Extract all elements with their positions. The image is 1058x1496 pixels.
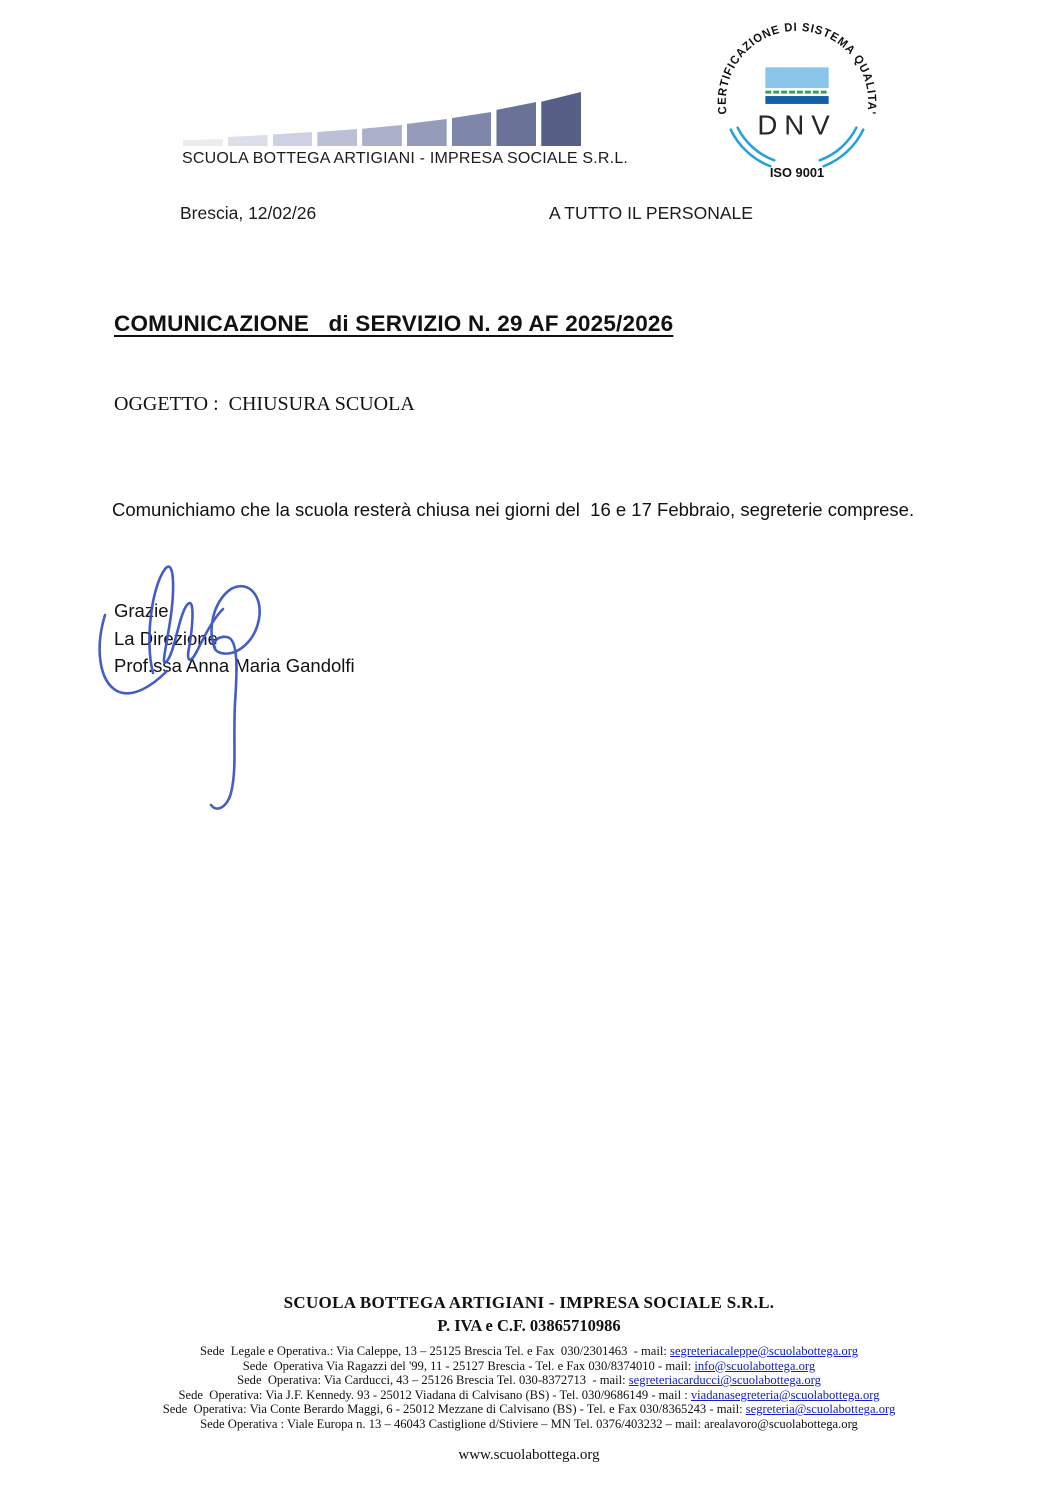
subject-line: OGGETTO : CHIUSURA SCUOLA (114, 393, 415, 415)
dnv-brand-text: DNV (757, 109, 837, 141)
email-link-carducci[interactable]: segreteriacarducci@scuolabottega.org (628, 1373, 821, 1388)
dnv-circle-text: CERTIFICAZIONE DI SISTEMA QUALITA' (714, 19, 880, 116)
logo-bar (273, 132, 313, 146)
footer-address-line (0, 1402, 1058, 1417)
footer-website: www.scuolabottega.org (458, 1447, 600, 1463)
address-text: Sede Operativa: Via Conte Berardo Maggi, 6 - 25012 Mezzane di Calvisano (BS) - Tel. e Fax 030/8365243 - mail: (162, 1402, 746, 1417)
logo-bar (407, 119, 447, 146)
logo-bar (183, 139, 223, 146)
footer-address-line (0, 1417, 1058, 1432)
footer-address-line (0, 1359, 1058, 1374)
footer-addresses (0, 1344, 1058, 1432)
handwritten-signature-icon (95, 553, 295, 823)
signature-thanks: Grazie (114, 600, 169, 621)
dnv-flag-lightblue (765, 67, 828, 88)
signature-name: Prof.ssa Anna Maria Gandolfi (114, 655, 355, 676)
address-text: Sede Legale e Operativa.: Via Caleppe, 13 – 25125 Brescia Tel. e Fax 030/2301463 - mail: (200, 1344, 671, 1358)
logo-bar (541, 92, 581, 146)
dnv-flag-darkblue (765, 96, 828, 104)
footer-address-line (0, 1344, 1058, 1359)
address-text: Sede Operativa : Viale Europa n. 13 – 46043 Castiglione d/Stiviere – MN Tel. 0376/403232 – mail: (200, 1416, 705, 1431)
logo-bar (362, 125, 402, 146)
footer-vat-line: P. IVA e C.F. 03865710986 (437, 1316, 621, 1335)
email-link-info[interactable]: info@scuolabottega.org (694, 1358, 816, 1373)
signature-role: La Direzione (114, 627, 218, 649)
dnv-iso-text: ISO 9001 (769, 165, 825, 181)
footer-address-line (0, 1388, 1058, 1403)
logo-bar (228, 135, 268, 146)
recipient-line: A TUTTO IL PERSONALE (549, 203, 753, 223)
signature-block (114, 597, 355, 680)
company-logo-caption: SCUOLA BOTTEGA ARTIGIANI - IMPRESA SOCIALE S.R.L. (182, 150, 629, 167)
footer-company-name: SCUOLA BOTTEGA ARTIGIANI - IMPRESA SOCIALE S.R.L. (283, 1293, 775, 1312)
footer (0, 1293, 1058, 1432)
email-link-segreteria[interactable]: segreteria@scuolabottega.org (745, 1402, 896, 1417)
address-text: Sede Operativa Via Ragazzi del '99, 11 - 25127 Brescia - Tel. e Fax 030/8374010 - mail: (242, 1358, 695, 1373)
address-text: Sede Operativa: Via Carducci, 43 – 25126 Brescia Tel. 030-8372713 - mail: (237, 1373, 629, 1388)
footer-address-line (0, 1373, 1058, 1388)
company-logo-bars-icon (183, 86, 581, 146)
dnv-iso9001-badge-icon (708, 12, 886, 186)
place-date: Brescia, 12/02/26 (180, 203, 317, 223)
document-title: COMUNICAZIONE di SERVIZIO N. 29 AF 2025/2026 (114, 311, 674, 336)
email-link-caleppe[interactable]: segreteriacaleppe@scuolabottega.org (670, 1344, 858, 1358)
body-text: Comunichiamo che la scuola resterà chiusa nei giorni del 16 e 17 Febbraio, segreterie comprese. (112, 499, 915, 520)
email-text-arealavoro: arealavoro@scuolabottega.org (704, 1416, 858, 1431)
address-text: Sede Operativa: Via J.F. Kennedy. 93 - 25012 Viadana di Calvisano (BS) - Tel. 030/9686149 - mail : (178, 1387, 691, 1402)
logo-bar (452, 112, 492, 146)
logo-bar (496, 102, 536, 146)
email-link-viadana[interactable]: viadanasegreteria@scuolabottega.org (690, 1387, 880, 1402)
logo-bar (317, 129, 357, 146)
